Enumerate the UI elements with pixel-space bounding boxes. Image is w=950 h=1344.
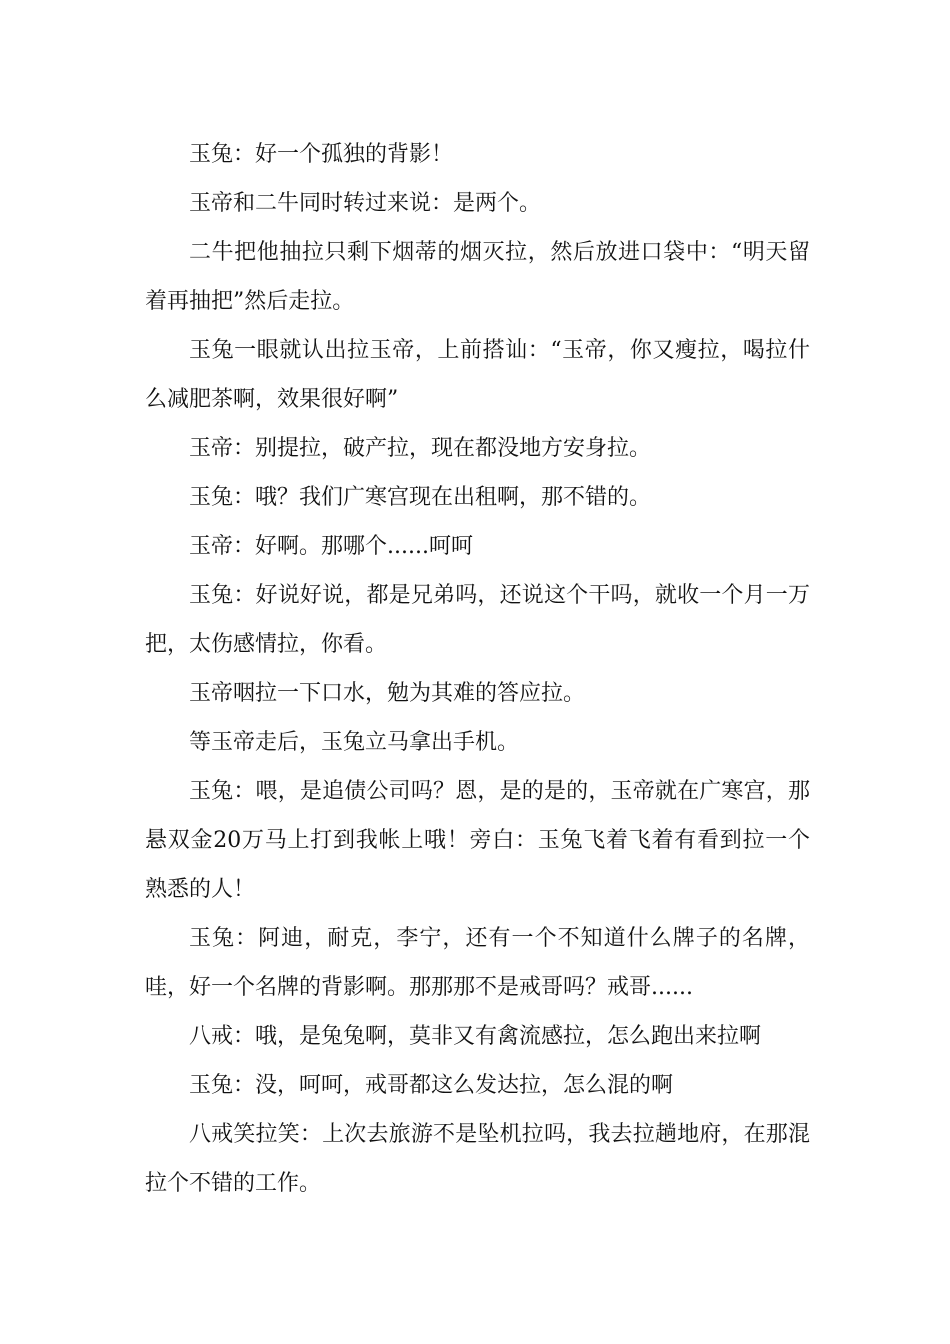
paragraph: 玉兔：哦？我们广寒宫现在出租啊，那不错的。 <box>189 485 652 510</box>
paragraph: 等玉帝走后，玉兔立马拿出手机。 <box>189 730 520 755</box>
paragraph: 玉兔：喂，是追债公司吗？恩，是的是的，玉帝就在广寒宫，那悬双金20万马上打到我帐上哦！旁白：玉兔飞着飞着有看到拉一个熟悉的人！ <box>145 779 810 902</box>
paragraph: 玉帝：好啊。那哪个......呵呵 <box>189 534 473 559</box>
paragraph: 八戒笑拉笑：上次去旅游不是坠机拉吗，我去拉趟地府，在那混拉个不错的工作。 <box>145 1122 810 1196</box>
paragraph: 玉兔：阿迪，耐克，李宁，还有一个不知道什么牌子的名牌，哇，好一个名牌的背影啊。那那那不是戒哥吗？戒哥...... <box>145 926 810 1000</box>
paragraph: 玉兔：没，呵呵，戒哥都这么发达拉，怎么混的啊 <box>189 1073 674 1098</box>
document-body <box>145 130 810 1208</box>
paragraph: 玉兔：好说好说，都是兄弟吗，还说这个干吗，就收一个月一万把，太伤感情拉，你看。 <box>145 583 810 657</box>
paragraph: 玉兔一眼就认出拉玉帝，上前搭讪：“玉帝，你又瘦拉，喝拉什么减肥茶啊，效果很好啊” <box>145 338 810 412</box>
paragraph: 玉帝：别提拉，破产拉，现在都没地方安身拉。 <box>189 436 652 461</box>
paragraph: 玉帝和二牛同时转过来说：是两个。 <box>189 191 542 216</box>
paragraph: 玉兔：好一个孤独的背影！ <box>189 142 454 167</box>
paragraph: 二牛把他抽拉只剩下烟蒂的烟灭拉，然后放进口袋中：“明天留着再抽把”然后走拉。 <box>145 240 810 314</box>
paragraph: 玉帝咽拉一下口水，勉为其难的答应拉。 <box>189 681 586 706</box>
paragraph: 八戒：哦，是兔兔啊，莫非又有禽流感拉，怎么跑出来拉啊 <box>189 1024 762 1049</box>
